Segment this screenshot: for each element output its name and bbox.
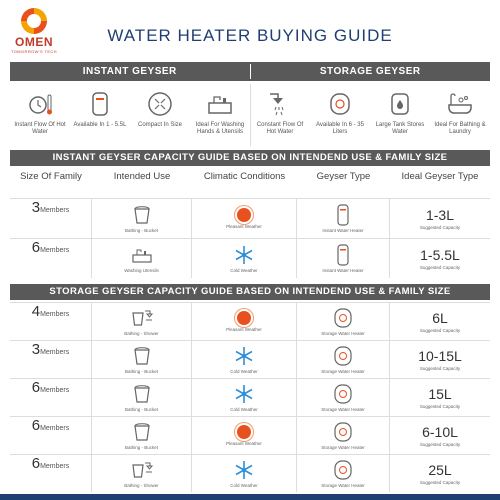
climate-cell [192,341,297,378]
capacity-value: 1-5.5L [420,247,460,263]
members-label: Members [40,247,70,254]
tank-icon [386,90,414,118]
family-size-cell [10,455,92,492]
logo-tagline: TOMORROW'S TECH [11,49,57,54]
capacity-cell [390,303,490,340]
flow-clock-icon [26,90,54,118]
bucket-shower-icon [131,459,153,481]
header [0,0,500,62]
feature-label: Ideal For Bathing & Laundry [434,122,486,135]
feature-item [430,84,490,146]
category-instant: INSTANT GEYSER [82,66,177,77]
use-cell [92,379,192,416]
capacity-value: 25L [428,462,452,478]
snowflake-icon [233,383,255,405]
feature-item [70,84,130,146]
shower-icon [266,90,294,118]
feature-label: Instant Flow Of Hot Water [14,122,66,135]
feature-item [10,84,70,146]
type-label: Instant Water Heater [322,228,364,233]
sun-icon [237,208,251,222]
climate-cell [192,379,297,416]
storage-heater-icon [332,383,354,405]
climate-label: Cold Weather [230,407,258,412]
category-storage: STORAGE GEYSER [319,66,421,77]
feature-item [130,84,190,146]
climate-cell [192,239,297,278]
use-label: Bathing - Bucket [124,407,159,412]
members-label: Members [40,349,70,356]
feature-item [370,84,430,146]
use-cell [92,239,192,278]
feature-item [310,84,370,146]
use-cell [92,199,192,238]
sink-icon [206,90,234,118]
feature-divider [250,84,251,146]
type-cell [297,341,390,378]
capacity-cell [390,455,490,492]
climate-cell [192,417,297,454]
utensils-icon [131,244,153,266]
members-label: Members [40,207,70,214]
climate-label: Pleasant Weather [226,327,262,332]
family-size-cell [10,303,92,340]
feature-label: Ideal For Washing Hands & Utensils [195,122,245,135]
logo-ring-icon [21,8,47,34]
type-label: Storage Water Heater [321,445,365,450]
capacity-cell [390,379,490,416]
sun-icon [237,311,251,325]
storage-heater-icon [332,345,354,367]
capacity-label: Suggested Capacity [419,480,461,485]
table-row [10,454,490,492]
capacity-value: 15L [428,386,452,402]
type-cell [297,239,390,278]
capacity-label: Suggested Capacity [419,328,461,333]
use-cell [92,341,192,378]
feature-label: Large Tank Stores Water [375,122,425,135]
col-family: Size Of Family [20,171,82,182]
use-label: Bathing - Bucket [124,445,159,450]
capacity-cell [390,417,490,454]
use-label: Bathing - Bucket [124,228,159,233]
family-size-cell [10,379,92,416]
table-row [10,302,490,340]
use-label: Bathing - Bucket [124,369,159,374]
climate-cell [192,303,297,340]
type-label: Storage Water Heater [321,483,365,488]
table-row [10,198,490,238]
capacity-cell [390,341,490,378]
storage-heater-icon [332,307,354,329]
members-label: Members [40,311,70,318]
family-number: 6 [31,379,41,396]
storage-heater-icon [332,421,354,443]
capacity-value: 6-10L [422,424,458,440]
climate-label: Cold Weather [230,268,258,273]
instant-section-title: INSTANT GEYSER CAPACITY GUIDE BASED ON INTENDEND USE & FAMILY SIZE [10,150,490,166]
type-label: Instant Water Heater [322,268,364,273]
climate-label: Cold Weather [230,483,258,488]
members-label: Members [40,387,70,394]
capacity-value: 1-3L [425,207,455,223]
bucket-icon [131,383,153,405]
footer-bar [0,494,500,500]
capacity-label: Suggested Capacity [419,265,461,270]
climate-label: Pleasant Weather [226,441,262,446]
logo-name: OMEN [15,35,53,49]
family-number: 6 [31,417,41,434]
col-type: Geyser Type [316,171,371,182]
snowflake-icon [233,244,255,266]
type-cell [297,379,390,416]
use-label: Bathing - Shower [124,483,159,488]
family-size-cell [10,199,92,238]
capacity-value: 10-15L [418,348,462,364]
use-cell [92,417,192,454]
page-title: WATER HEATER BUYING GUIDE [107,26,393,45]
climate-cell [192,199,297,238]
type-cell [297,303,390,340]
storage-heater-icon [332,459,354,481]
feature-strip [10,84,490,146]
type-cell [297,417,390,454]
climate-label: Pleasant Weather [226,224,262,229]
family-number: 3 [31,199,41,216]
feature-item [190,84,250,146]
capacity-cell [390,199,490,238]
table-row [10,238,490,278]
column-headers [10,168,490,196]
snowflake-icon [233,459,255,481]
feature-label: Available In 1 - 5.5L [73,122,127,128]
bucket-icon [131,204,153,226]
instant-geyser-icon [86,90,114,118]
capacity-label: Suggested Capacity [419,442,461,447]
col-climate: Climatic Conditions [203,171,286,182]
feature-item [250,84,310,146]
family-number: 3 [31,341,41,358]
storage-geyser-icon [326,90,354,118]
instant-heater-icon [332,244,354,266]
compact-icon [146,90,174,118]
type-label: Storage Water Heater [321,369,365,374]
capacity-label: Suggested Capacity [419,404,461,409]
type-cell [297,455,390,492]
capacity-cell [390,239,490,278]
category-bar [10,62,490,81]
climate-cell [192,455,297,492]
family-size-cell [10,341,92,378]
bathtub-icon [446,90,474,118]
family-number: 6 [31,239,41,256]
family-number: 6 [31,455,41,472]
omen-logo [8,6,60,56]
sun-icon [237,425,251,439]
bucket-shower-icon [131,307,153,329]
feature-label: Compact In Size [137,122,183,128]
family-size-cell [10,417,92,454]
table-row [10,378,490,416]
members-label: Members [40,463,70,470]
climate-label: Cold Weather [230,369,258,374]
members-label: Members [40,425,70,432]
feature-label: Constant Flow Of Hot Water [256,122,304,135]
type-label: Storage Water Heater [321,407,365,412]
storage-section-title: STORAGE GEYSER CAPACITY GUIDE BASED ON INTENDEND USE & FAMILY SIZE [10,284,490,300]
col-use: Intended Use [113,171,171,182]
family-size-cell [10,239,92,278]
table-row [10,340,490,378]
instant-heater-icon [332,204,354,226]
snowflake-icon [233,345,255,367]
use-cell [92,455,192,492]
type-cell [297,199,390,238]
feature-label: Available In 6 - 35 Liters [316,122,364,135]
capacity-label: Suggested Capacity [419,366,461,371]
family-number: 4 [31,303,41,320]
bucket-icon [131,421,153,443]
use-label: Bathing - Shower [124,331,159,336]
type-label: Storage Water Heater [321,331,365,336]
col-capacity: Ideal Geyser Type [401,171,479,182]
use-cell [92,303,192,340]
capacity-value: 6L [432,310,448,326]
use-label: Washing Utensils [124,268,159,273]
table-row [10,416,490,454]
bucket-icon [131,345,153,367]
capacity-label: Suggested Capacity [419,225,461,230]
